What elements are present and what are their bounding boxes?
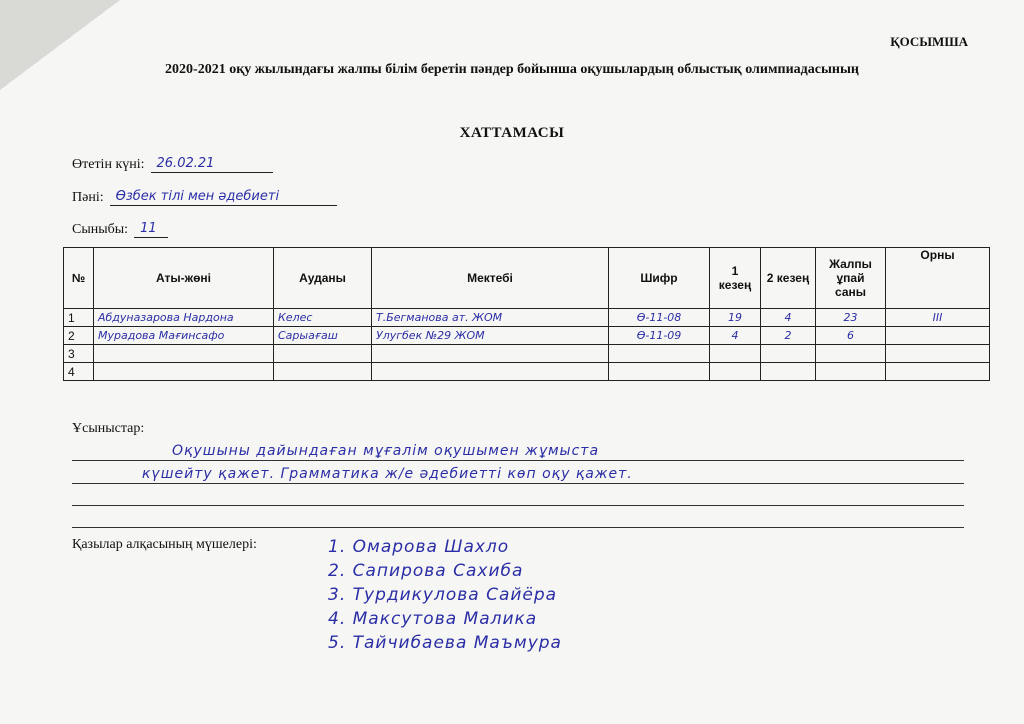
table-row — [64, 345, 990, 363]
jury-member: 2. Сапирова Сахиба — [328, 561, 524, 581]
appendix-label: ҚОСЫМША — [890, 34, 968, 49]
student-name[interactable]: Абдуназарова Нардона — [94, 309, 274, 327]
round2-score[interactable] — [761, 345, 816, 363]
round2-score[interactable] — [761, 363, 816, 381]
table-row — [64, 363, 990, 381]
jury-members-list — [328, 535, 562, 655]
round1-score[interactable] — [710, 345, 761, 363]
document-title: 2020-2021 оқу жылындағы жалпы білім беретін пәндер бойынша оқушылардың облыстық олимпиадасының — [165, 62, 859, 77]
student-name[interactable]: Мурадова Мағинсафо — [94, 327, 274, 345]
student-place[interactable] — [886, 345, 990, 363]
row-number: 1 — [64, 309, 94, 327]
subject-value[interactable]: Өзбек тілі мен әдебиеті — [110, 188, 337, 206]
grade-field — [72, 220, 168, 238]
date-field — [72, 155, 273, 173]
total-score[interactable] — [816, 363, 886, 381]
student-code[interactable] — [609, 345, 710, 363]
student-school[interactable] — [372, 363, 609, 381]
col-header-code: Шифр — [609, 248, 710, 309]
document-heading: ХАТТАМАСЫ — [459, 125, 565, 141]
student-district[interactable]: Келес — [274, 309, 372, 327]
recommendation-line[interactable] — [72, 527, 964, 528]
recommendations-label: Ұсыныстар: — [72, 421, 145, 436]
jury-member: 5. Тайчибаева Маъмура — [328, 633, 562, 653]
round1-score[interactable]: 4 — [710, 327, 761, 345]
round2-score[interactable]: 4 — [761, 309, 816, 327]
jury-label: Қазылар алқасының мүшелері: — [72, 537, 257, 552]
col-header-school: Мектебі — [372, 248, 609, 309]
results-table — [63, 247, 990, 381]
date-label: Өтетін күні: — [72, 157, 145, 172]
round1-score[interactable] — [710, 363, 761, 381]
student-school[interactable]: Улугбек №29 ЖОМ — [372, 327, 609, 345]
table-row — [64, 309, 990, 327]
date-value[interactable]: 26.02.21 — [151, 155, 273, 173]
row-number: 2 — [64, 327, 94, 345]
jury-member: 1. Омарова Шахло — [328, 537, 510, 557]
col-header-place: Орны — [886, 248, 990, 309]
subject-label: Пәні: — [72, 190, 104, 205]
student-place[interactable] — [886, 363, 990, 381]
student-district[interactable]: Сарыағаш — [274, 327, 372, 345]
grade-label: Сыныбы: — [72, 222, 129, 237]
student-name[interactable] — [94, 363, 274, 381]
grade-value[interactable]: 11 — [134, 220, 168, 238]
subject-field — [72, 188, 337, 206]
total-score[interactable]: 6 — [816, 327, 886, 345]
recommendation-line[interactable] — [72, 443, 964, 461]
col-header-district: Ауданы — [274, 248, 372, 309]
student-name[interactable] — [94, 345, 274, 363]
row-number: 4 — [64, 363, 94, 381]
student-school[interactable]: Т.Бегманова ат. ЖОМ — [372, 309, 609, 327]
student-district[interactable] — [274, 363, 372, 381]
student-code[interactable]: Ө-11-09 — [609, 327, 710, 345]
recommendation-text: күшейту қажет. Грамматика ж/е әдебиетті көп оқу қажет. — [142, 466, 633, 482]
col-header-name: Аты-жөні — [94, 248, 274, 309]
row-number: 3 — [64, 345, 94, 363]
col-header-total: Жалпы ұпай саны — [816, 248, 886, 309]
table-header-row — [64, 248, 990, 309]
jury-member: 4. Максутова Малика — [328, 609, 538, 629]
round1-score[interactable]: 19 — [710, 309, 761, 327]
total-score[interactable]: 23 — [816, 309, 886, 327]
student-district[interactable] — [274, 345, 372, 363]
student-code[interactable] — [609, 363, 710, 381]
col-header-number: № — [64, 248, 94, 309]
col-header-round2: 2 кезең — [761, 248, 816, 309]
student-school[interactable] — [372, 345, 609, 363]
total-score[interactable] — [816, 345, 886, 363]
table-row — [64, 327, 990, 345]
recommendation-text: Оқушыны дайындаған мұғалім оқушымен жұмыста — [172, 443, 600, 459]
student-code[interactable]: Ө-11-08 — [609, 309, 710, 327]
recommendation-line[interactable] — [72, 466, 964, 484]
recommendation-line[interactable] — [72, 505, 964, 506]
jury-member: 3. Турдикулова Сайёра — [328, 585, 558, 605]
col-header-round1: 1 кезең — [710, 248, 761, 309]
round2-score[interactable]: 2 — [761, 327, 816, 345]
student-place[interactable] — [886, 327, 990, 345]
student-place[interactable]: III — [886, 309, 990, 327]
